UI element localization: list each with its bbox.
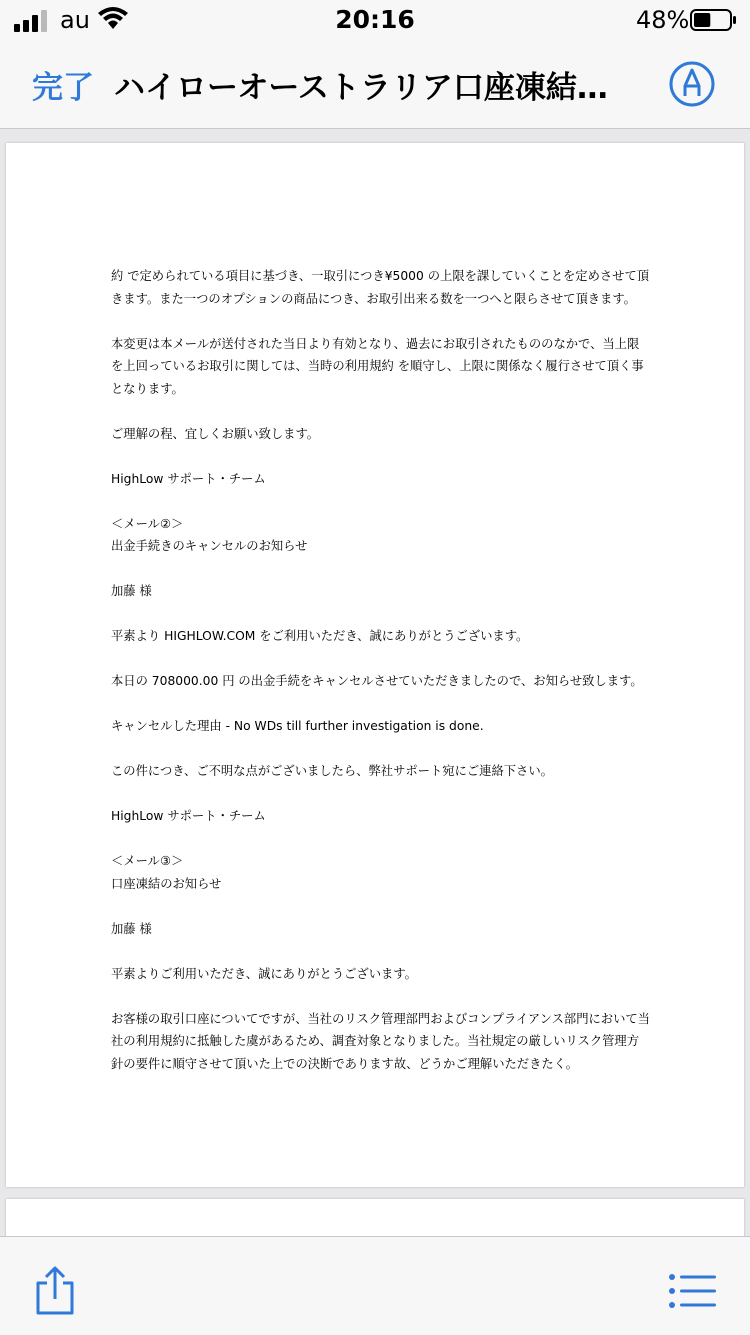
- navigation-bar: [0, 40, 750, 129]
- document-page: [6, 143, 744, 1187]
- list-icon[interactable]: [668, 1273, 716, 1309]
- paragraph: 加藤 様: [111, 921, 152, 936]
- document-viewer[interactable]: [0, 129, 750, 1236]
- next-document-page: [6, 1199, 744, 1236]
- paragraph: 出金手続きのキャンセルのお知らせ: [111, 539, 308, 553]
- document-title: ハイローオーストラリア口座凍結…: [114, 70, 608, 106]
- clock: 20:16: [335, 5, 415, 34]
- share-icon[interactable]: [34, 1265, 76, 1317]
- paragraph: 平素よりご利用いただき、誠にありがとうございます。: [111, 966, 417, 981]
- paragraph: ご理解の程、宜しくお願い致します。: [111, 426, 320, 441]
- paragraph: HighLow サポート・チーム: [111, 471, 266, 486]
- paragraph: 本変更は本メールが送付された当日より有効となり、過去にお取引されたもののなかで、当上限を上回っているお取引に関しては、当時の利用規約 を順守し、上限に関係なく履行させて頂く事となります。: [111, 336, 644, 396]
- paragraph: 約 で定められている項目に基づき、一取引につき¥5000 の上限を課していくことを定めさせて頂きます。また一つのオプションの商品につき、お取引出来る数を一つへと限らさせて頂きます。: [111, 269, 650, 306]
- paragraph: ＜メール②＞: [111, 516, 184, 531]
- paragraph: キャンセルした理由 - No WDs till further investigation is done.: [111, 719, 484, 733]
- paragraph: 加藤 様: [111, 584, 152, 598]
- status-bar: [0, 0, 750, 40]
- paragraph: 本日の 708000.00 円 の出金手続をキャンセルさせていただきましたので、お知らせ致します。: [111, 674, 643, 688]
- markup-pen-icon[interactable]: [668, 60, 716, 108]
- document-text: [111, 265, 651, 1098]
- paragraph: HighLow サポート・チーム: [111, 809, 266, 823]
- paragraph: この件につき、ご不明な点がございましたら、弊社サポート宛にご連絡下さい。: [111, 764, 553, 778]
- done-button[interactable]: 完了: [32, 70, 94, 106]
- paragraph: お客様の取引口座についてですが、当社のリスク管理部門およびコンプライアンス部門において当社の利用規約に抵触した虞があるため、調査対象となりました。当社規定の厳しいリスク管理方針の要件に順守させて頂いた上での決断であります故、どうかご理解いただきたく。: [111, 1011, 650, 1071]
- paragraph: 平素より HIGHLOW.COM をご利用いただき、誠にありがとうございます。: [111, 629, 529, 643]
- battery-icon: [690, 9, 738, 31]
- battery-percent: 48%: [636, 6, 690, 34]
- paragraph: 口座凍結のお知らせ: [111, 876, 222, 891]
- paragraph: ＜メール③＞: [111, 854, 184, 868]
- bottom-toolbar: [0, 1236, 750, 1335]
- carrier-label: au: [60, 6, 90, 34]
